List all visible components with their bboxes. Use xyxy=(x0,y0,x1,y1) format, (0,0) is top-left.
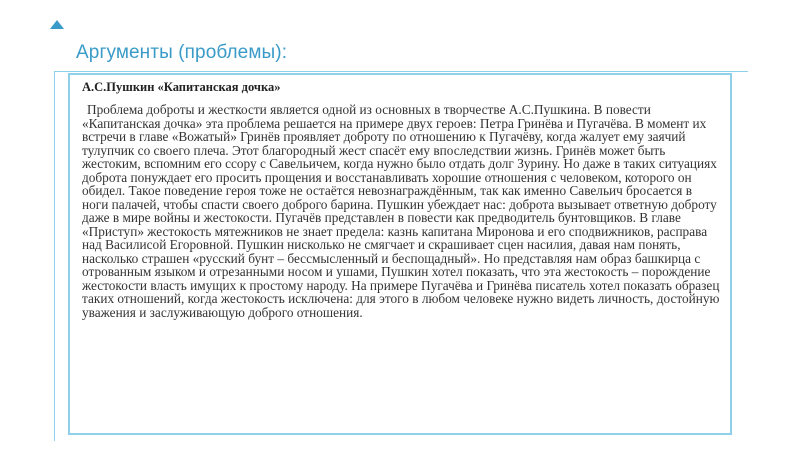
content-frame xyxy=(68,73,732,435)
book-heading: А.С.Пушкин «Капитанская дочка» xyxy=(82,80,281,94)
slide-title: Аргументы (проблемы): xyxy=(76,42,288,63)
left-divider xyxy=(54,71,55,441)
title-divider xyxy=(54,71,748,72)
argument-paragraph: Проблема доброты и жесткости является одной из основных в творчестве А.С.Пушкина. В повести «Капитанская дочка» эта проблема решается на примере двух героев: Петра Гринёва и Пугачёва. В момент их встречи в главе «Вожатый» Гринёв проявляет доброту по отношению к Пугачёву, когда жалует ему заячий тулупчик со своего плеча. Этот благородный жест спасёт ему впоследствии жизнь. Гринёв может быть жестоким, вспомним его ссору с Савельичем, когда нужно было отдать долг Зурину. Но даже в таких ситуациях доброта понуждает его просить прощения и восстанавливать хорошие отношения с человеком, которого он обидел. Такое поведение героя тоже не остаётся невознаграждённым, так как именно Савельич бросается в ноги палачей, чтобы спасти своего доброго барина. Пушкин убеждает нас: доброта вызывает ответную доброту даже в мире войны и жестокости. Пугачёв представлен в повести как предводитель бунтовщиков. В главе «Приступ» жестокость мятежников не знает предела: казнь капитана Миронова и его сподвижников, расправа над Василисой Егоровной. Пушкин нисколько не смягчает и скрашивает сцен насилия, давая нам понять, насколько страшен «русский бунт – бессмысленный и беспощадный». Но представляя нам образ башкирца с отрованным языком и отрезанными носом и ушами, Пушкин хотел показать, что эта жестокость – порождение жестокости власть имущих к простому народу. На примере Пугачёва и Гринёва писатель хотел показать образец таких отношений, когда жестокость исключена: для этого в любом человеке нужно видеть личность, достойную уважения и заслуживающую доброго отношения. xyxy=(82,102,720,320)
triangle-marker-icon xyxy=(50,20,64,29)
